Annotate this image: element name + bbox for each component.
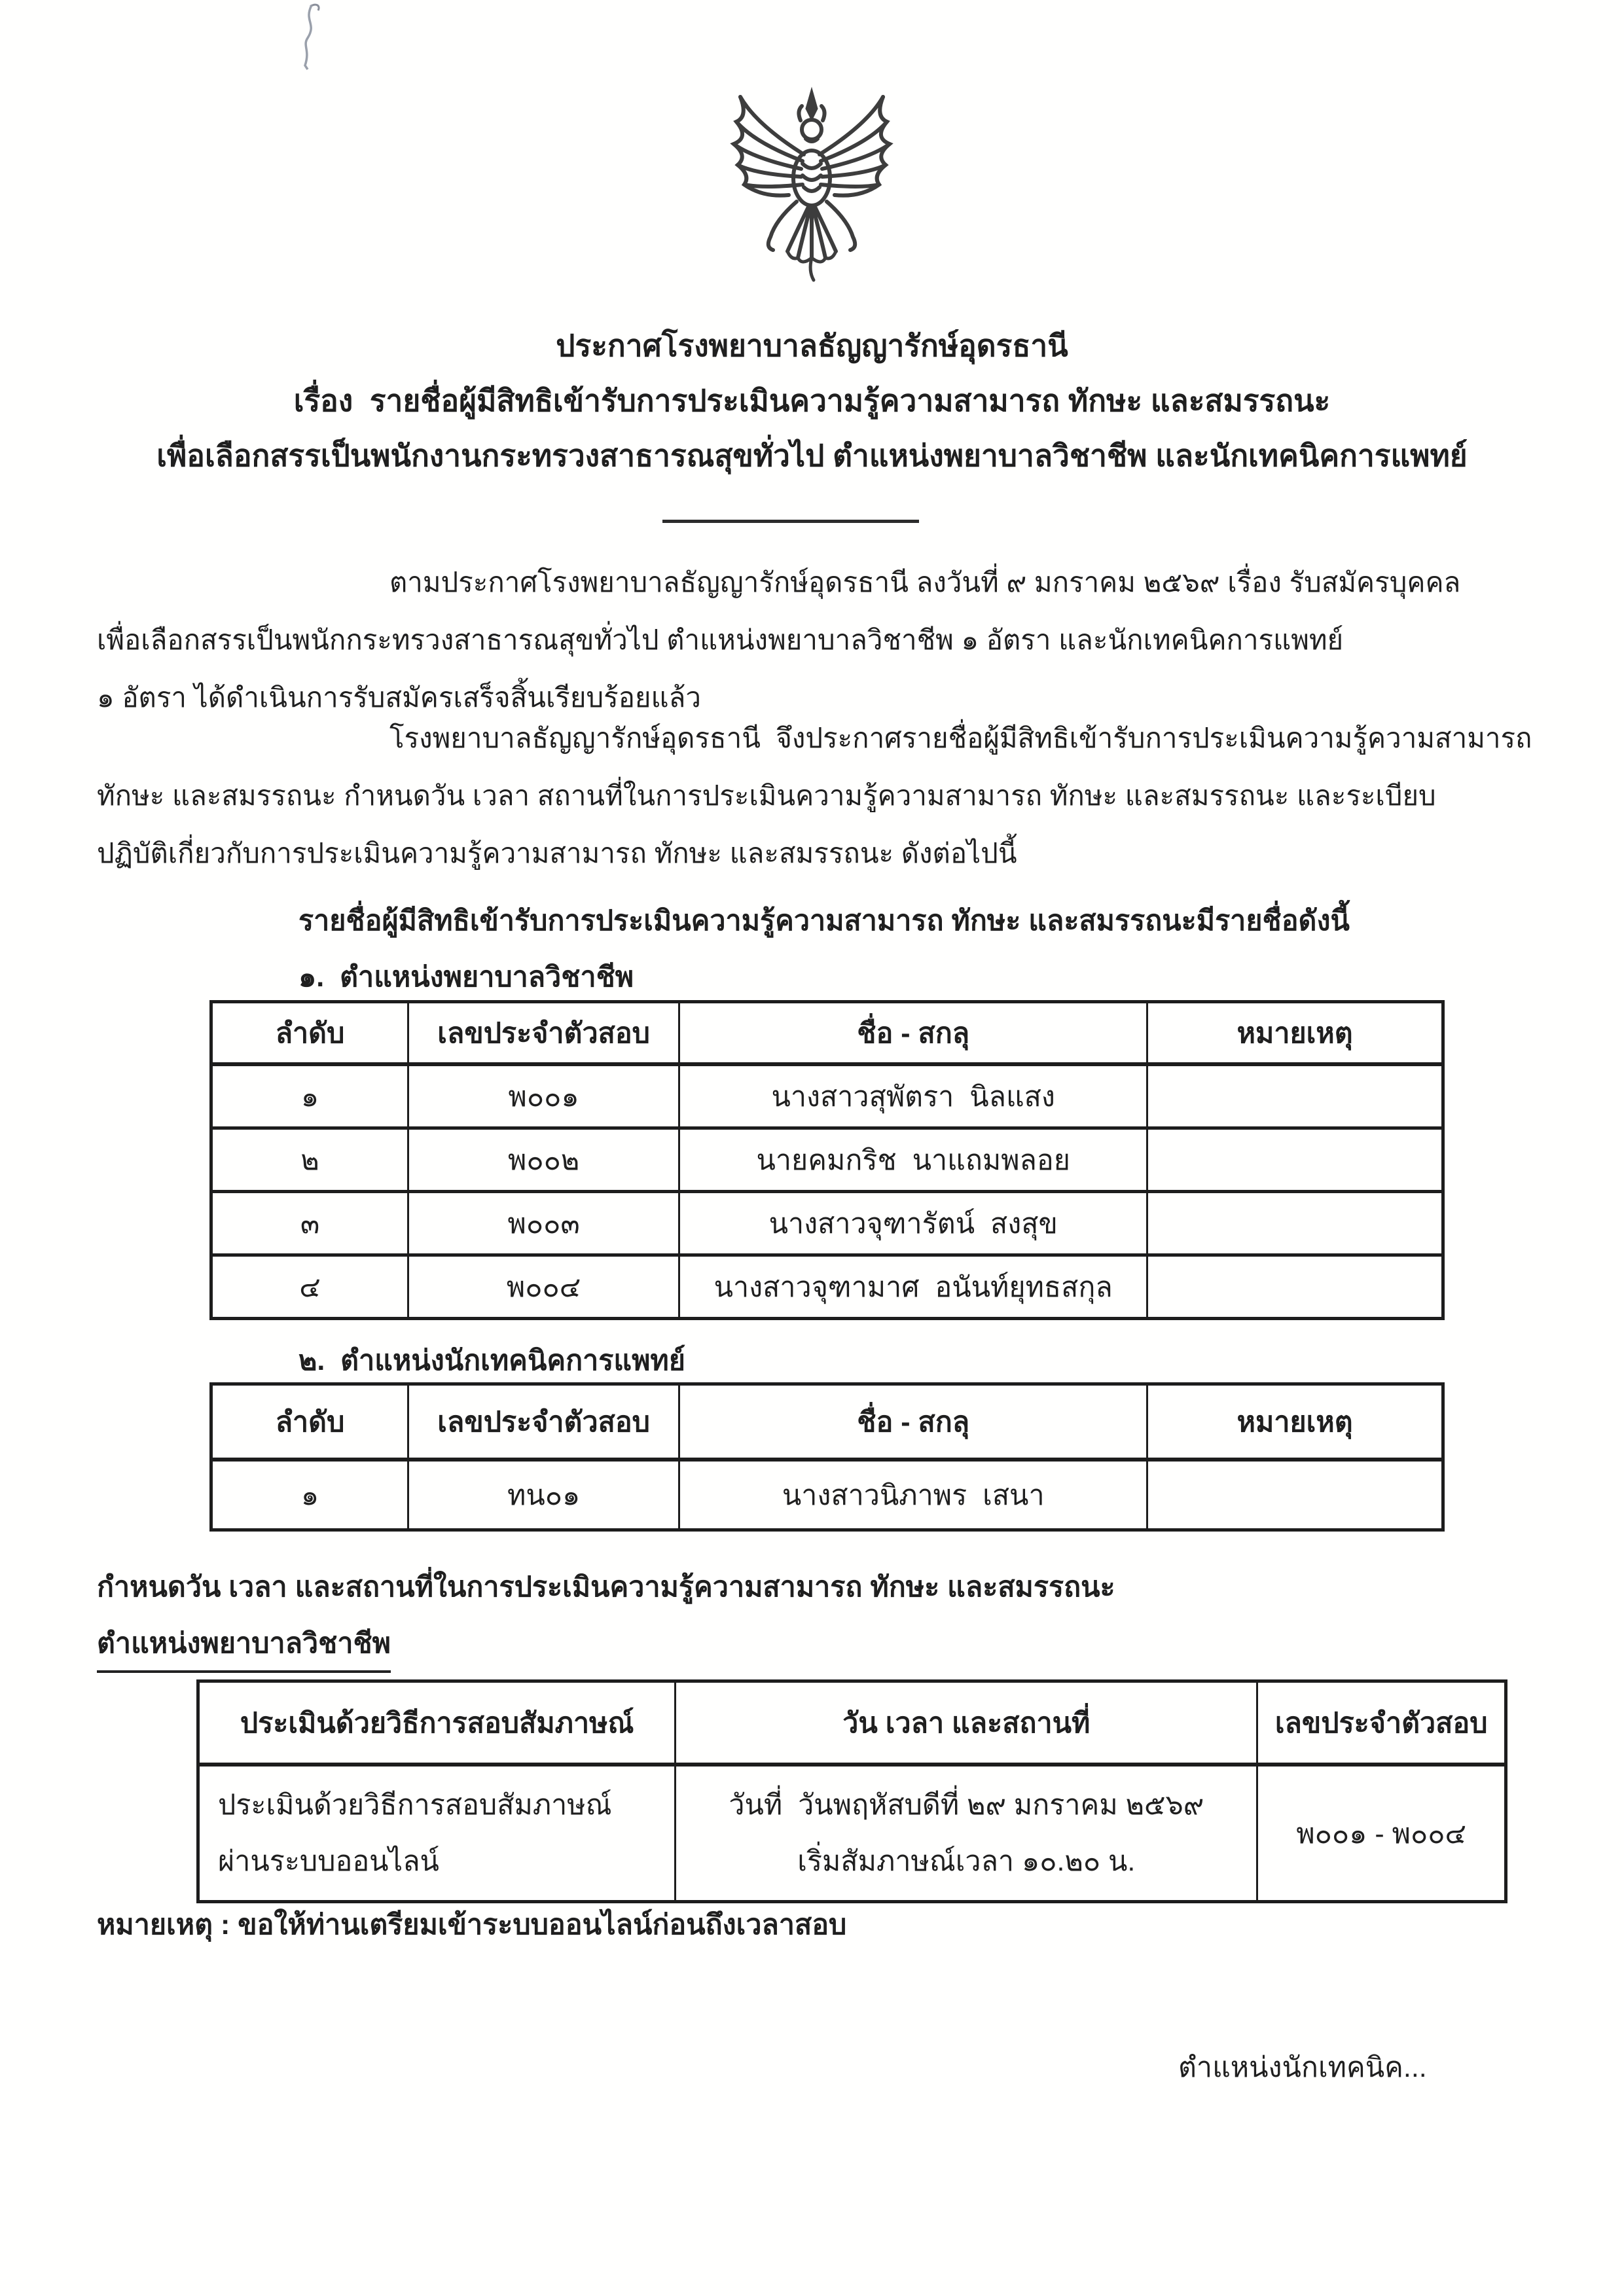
cell-remark: [1147, 1064, 1443, 1128]
table-row: [211, 1255, 1443, 1319]
candidate-list-intro: รายชื่อผู้มีสิทธิเข้ารับการประเมินความรู้ความสามารถ ทักษะ และสมรรถนะมีรายชื่อดังนี้: [298, 905, 1350, 937]
paragraph2-line-3: ปฏิบัติเกี่ยวกับการประเมินความรู้ความสามารถ ทักษะ และสมรรถนะ ดังต่อไปนี้: [97, 838, 1017, 869]
cell-order: ๑: [211, 1064, 408, 1128]
cell-exam-id: พ๐๐๓: [408, 1192, 679, 1255]
cell-exam-id: พ๐๐๒: [408, 1128, 679, 1192]
table-row: [211, 1192, 1443, 1255]
table-row: [211, 1460, 1443, 1530]
medtech-candidates-table: [209, 1382, 1445, 1532]
pen-mark: [281, 1, 340, 73]
header-evaluation-method: ประเมินด้วยวิธีการสอบสัมภาษณ์: [198, 1681, 676, 1765]
paragraph2-line-1: โรงพยาบาลธัญญารักษ์อุดรธานี จึงประกาศรายชื่อผู้มีสิทธิเข้ารับการประเมินความรู้ความสามารถ: [389, 723, 1532, 753]
title-line-2: เรื่อง รายชื่อผู้มีสิทธิเข้ารับการประเมินความรู้ความสามารถ ทักษะ และสมรรถนะ: [293, 384, 1331, 418]
datetime-line-1: วันที่ วันพฤหัสบดีที่ ๒๙ มกราคม ๒๕๖๙: [729, 1789, 1204, 1821]
cell-date-time: [676, 1765, 1257, 1902]
paragraph1-line-1: ตามประกาศโรงพยาบาลธัญญารักษ์อุดรธานี ลงวันที่ ๙ มกราคม ๒๕๖๙ เรื่อง รับสมัครบุคคล: [389, 567, 1461, 598]
section2-heading: ๒. ตำแหน่งนักเทคนิคการแพทย์: [298, 1345, 685, 1376]
header-exam-id-range: เลขประจำตัวสอบ: [1257, 1681, 1506, 1765]
schedule-subheading-nurse: ตำแหน่งพยาบาลวิชาชีพ: [97, 1621, 391, 1673]
schedule-heading: กำหนดวัน เวลา และสถานที่ในการประเมินความรู้ความสามารถ ทักษะ และสมรรถนะ: [97, 1571, 1115, 1603]
table-row: [211, 1128, 1443, 1192]
paragraph-announcement-body: [97, 709, 1547, 882]
header-remark: หมายเหตุ: [1147, 1384, 1443, 1460]
cell-name: นางสาวสุพัตรา นิลแสง: [679, 1064, 1147, 1128]
cell-order: ๑: [211, 1460, 408, 1530]
cell-order: ๓: [211, 1192, 408, 1255]
header-name: ชื่อ - สกลุ: [679, 1384, 1147, 1460]
title-separator-line: [662, 520, 919, 523]
garuda-emblem-icon: [710, 86, 913, 296]
cell-remark: [1147, 1255, 1443, 1319]
paragraph1-line-2: เพื่อเลือกสรรเป็นพนักกระทรวงสาธารณสุขทั่วไป ตำแหน่งพยาบาลวิชาชีพ ๑ อัตรา และนักเทคนิคการแพทย์: [97, 624, 1344, 655]
cell-order: ๔: [211, 1255, 408, 1319]
title-line-1: ประกาศโรงพยาบาลธัญญารักษ์อุดรธานี: [556, 329, 1068, 363]
table-row: [211, 1064, 1443, 1128]
header-date-time-place: วัน เวลา และสถานที่: [676, 1681, 1257, 1765]
table-header-row: [198, 1681, 1506, 1765]
interview-schedule-table: [196, 1679, 1507, 1903]
cell-exam-id: ทน๐๑: [408, 1460, 679, 1530]
cell-remark: [1147, 1460, 1443, 1530]
cell-name: นายคมกริช นาแถมพลอย: [679, 1128, 1147, 1192]
table-header-row: [211, 1002, 1443, 1065]
cell-order: ๒: [211, 1128, 408, 1192]
cell-name: นางสาวนิภาพร เสนา: [679, 1460, 1147, 1530]
header-exam-id: เลขประจำตัวสอบ: [408, 1384, 679, 1460]
title-block: [0, 318, 1624, 483]
paragraph2-line-2: ทักษะ และสมรรถนะ กำหนดวัน เวลา สถานที่ในการประเมินความรู้ความสามารถ ทักษะ และสมรรถนะ และระเบียบ: [97, 780, 1436, 811]
cell-evaluation-method: [198, 1765, 676, 1902]
title-line-3: เพื่อเลือกสรรเป็นพนักงานกระทรวงสาธารณสุขทั่วไป ตำแหน่งพยาบาลวิชาชีพ และนักเทคนิคการแพทย์: [156, 439, 1468, 473]
note-text: หมายเหตุ : ขอให้ท่านเตรียมเข้าระบบออนไลน์ก่อนถึงเวลาสอบ: [97, 1909, 847, 1941]
cell-remark: [1147, 1128, 1443, 1192]
cell-exam-id-range: พ๐๐๑ - พ๐๐๔: [1257, 1765, 1506, 1902]
header-order: ลำดับ: [211, 1384, 408, 1460]
header-order: ลำดับ: [211, 1002, 408, 1065]
page-continuation-text: ตำแหน่งนักเทคนิค...: [1178, 2052, 1427, 2083]
nurse-candidates-table: [209, 1000, 1445, 1320]
header-name: ชื่อ - สกลุ: [679, 1002, 1147, 1065]
cell-remark: [1147, 1192, 1443, 1255]
method-line-2: ผ่านระบบออนไลน์: [218, 1846, 439, 1877]
table-header-row: [211, 1384, 1443, 1460]
paragraph1-line-3: ๑ อัตรา ได้ดำเนินการรับสมัครเสร็จสิ้นเรียบร้อยแล้ว: [97, 682, 701, 713]
cell-exam-id: พ๐๐๔: [408, 1255, 679, 1319]
paragraph-announcement-reference: [97, 554, 1547, 726]
cell-name: นางสาวจุฑามาศ อนันท์ยุทธสกุล: [679, 1255, 1147, 1319]
cell-name: นางสาวจุฑารัตน์ สงสุข: [679, 1192, 1147, 1255]
datetime-line-2: เริ่มสัมภาษณ์เวลา ๑๐.๒๐ น.: [797, 1846, 1136, 1877]
method-line-1: ประเมินด้วยวิธีการสอบสัมภาษณ์: [218, 1789, 612, 1821]
header-exam-id: เลขประจำตัวสอบ: [408, 1002, 679, 1065]
table-row: [198, 1765, 1506, 1902]
cell-exam-id: พ๐๐๑: [408, 1064, 679, 1128]
header-remark: หมายเหตุ: [1147, 1002, 1443, 1065]
section1-heading: ๑. ตำแหน่งพยาบาลวิชาชีพ: [298, 961, 634, 993]
